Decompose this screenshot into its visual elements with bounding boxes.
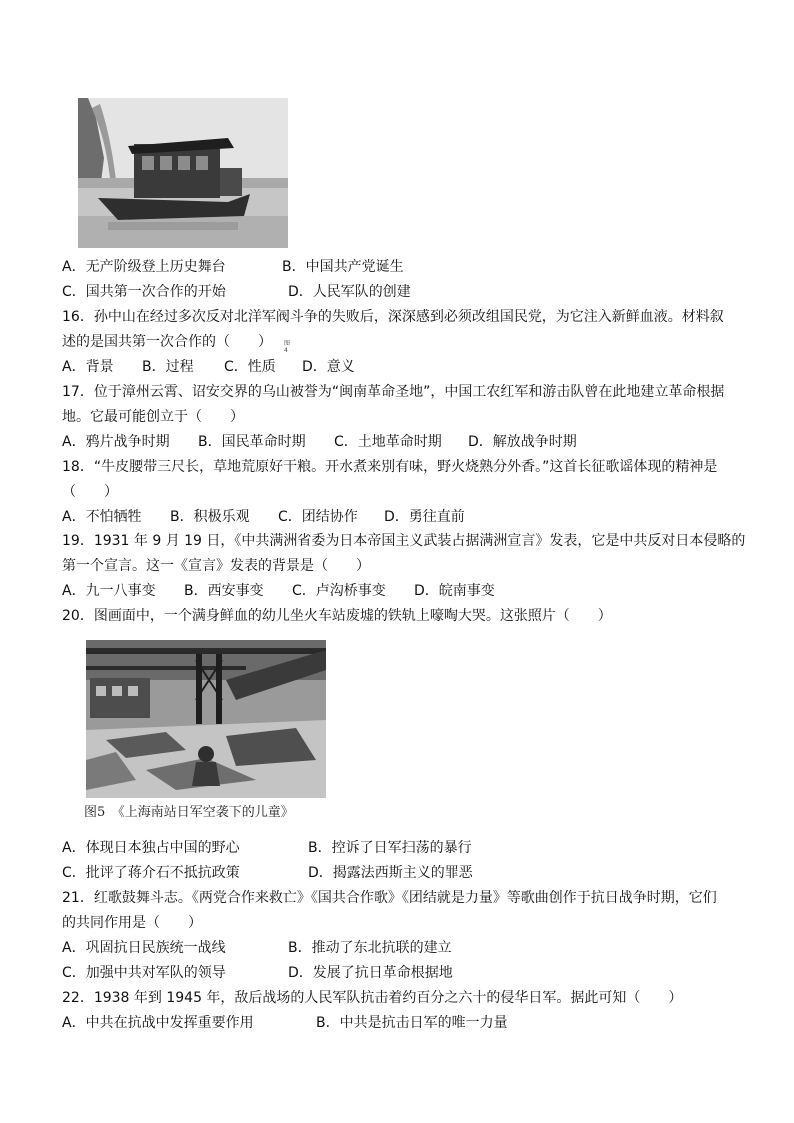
boat-image <box>78 98 288 248</box>
q17-option-c[interactable]: C．土地革命时期 <box>334 434 442 450</box>
q22-options-row1 <box>62 1013 508 1033</box>
q17-option-b[interactable]: B．国民革命时期 <box>198 434 306 450</box>
q20-option-a[interactable]: A．体现日本独占中国的野心 <box>62 840 240 856</box>
q18-option-a[interactable]: A．不怕牺牲 <box>62 509 142 525</box>
q16-options <box>62 357 355 377</box>
q16-option-d[interactable]: D．意义 <box>302 359 355 375</box>
q19-stem-line1: 19．1931 年 9 月 19 日，《中共满洲省委为日本帝国主义武装占据满洲宣言》发表，它是中共反对日本侵略的 <box>62 533 746 549</box>
q17-stem-line2: 地。它最可能创立于（ ） <box>62 409 244 425</box>
q15-option-a[interactable]: A．无产阶级登上历史舞台 <box>62 259 226 275</box>
q21-stem-line2: 的共同作用是（ ） <box>62 915 202 931</box>
q16-stem-line1: 16．孙中山在经过多次反对北洋军阀斗争的失败后，深深感到必须改组国民党，为它注入新鲜血液。材料叙 <box>62 309 724 325</box>
station-ruins-image <box>86 640 326 798</box>
q21-options-row1 <box>62 938 452 958</box>
photo1-caption: 图4 <box>284 340 291 354</box>
q19-option-c[interactable]: C．卢沟桥事变 <box>292 583 386 599</box>
q17-options <box>62 432 577 452</box>
q15-option-c[interactable]: C．国共第一次合作的开始 <box>62 284 226 300</box>
q19-options <box>62 581 495 601</box>
q18-stem-line1: 18．“牛皮腰带三尺长，草地荒原好干粮。开水煮来別有味，野火烧熟分外香。”这首长征歌谣体现的精神是 <box>62 459 718 475</box>
q16-option-a[interactable]: A．背景 <box>62 359 114 375</box>
q20-options-row1 <box>62 838 472 858</box>
q18-stem-line2: （ ） <box>62 484 118 500</box>
q19-option-d[interactable]: D．皖南事变 <box>414 583 495 599</box>
q20-option-c[interactable]: C．批评了蒋介石不抵抗政策 <box>62 865 240 881</box>
q18-option-b[interactable]: B．积极乐观 <box>170 509 250 525</box>
q16-option-c[interactable]: C．性质 <box>224 359 276 375</box>
q20-option-b[interactable]: B．控诉了日军扫荡的暴行 <box>308 840 472 856</box>
q20-photo-caption: 图5 《上海南站日军空袭下的儿童》 <box>84 805 294 820</box>
q16-stem-line2: 述的是国共第一次合作的（ ） <box>62 334 272 350</box>
q20-stem-line1: 20．图画面中，一个满身鲜血的幼儿坐火车站废墟的铁轨上嚎啕大哭。这张照片（ ） <box>62 608 612 624</box>
shanghai-station-photo <box>86 640 326 798</box>
q19-option-a[interactable]: A．九一八事变 <box>62 583 156 599</box>
q15-options-row1 <box>62 257 404 277</box>
q21-option-d[interactable]: D．发展了抗日革命根据地 <box>288 965 453 981</box>
q17-stem-line1: 17．位于漳州云霄、诏安交界的乌山被誉为“闽南革命圣地”，中国工农红军和游击队曾在此地建立革命根据 <box>62 384 725 400</box>
q20-option-d[interactable]: D．揭露法西斯主义的罪恶 <box>308 865 473 881</box>
q17-option-d[interactable]: D．解放战争时期 <box>468 434 577 450</box>
q21-stem-line1: 21．红歌鼓舞斗志。《两党合作来救亡》《国共合作歌》《团结就是力量》等歌曲创作于抗日战争时期，它们 <box>62 890 717 906</box>
q19-option-b[interactable]: B．西安事变 <box>184 583 264 599</box>
q22-option-b[interactable]: B．中共是抗击日军的唯一力量 <box>316 1015 508 1031</box>
q22-stem-line1: 22．1938 年到 1945 年，敌后战场的人民军队抗击着约百分之六十的侵华日军。据此可知（ ） <box>62 990 683 1006</box>
q21-options-row2 <box>62 963 453 983</box>
q15-option-b[interactable]: B．中国共产党诞生 <box>282 259 404 275</box>
q20-options-row2 <box>62 863 473 883</box>
q19-stem-line2: 第一个宣言。这一《宣言》发表的背景是（ ） <box>62 558 370 574</box>
q15-options-row2 <box>62 282 411 302</box>
q18-option-d[interactable]: D．勇往直前 <box>384 509 465 525</box>
q21-option-a[interactable]: A．巩固抗日民族统一战线 <box>62 940 226 956</box>
q18-option-c[interactable]: C．团结协作 <box>278 509 358 525</box>
q21-option-b[interactable]: B．推动了东北抗联的建立 <box>288 940 452 956</box>
q16-option-b[interactable]: B．过程 <box>142 359 194 375</box>
q15-option-d[interactable]: D．人民军队的创建 <box>288 284 411 300</box>
q18-options <box>62 507 465 527</box>
q17-option-a[interactable]: A．鸦片战争时期 <box>62 434 170 450</box>
q22-option-a[interactable]: A．中共在抗战中发挥重要作用 <box>62 1015 254 1031</box>
q21-option-c[interactable]: C．加强中共对军队的领导 <box>62 965 226 981</box>
